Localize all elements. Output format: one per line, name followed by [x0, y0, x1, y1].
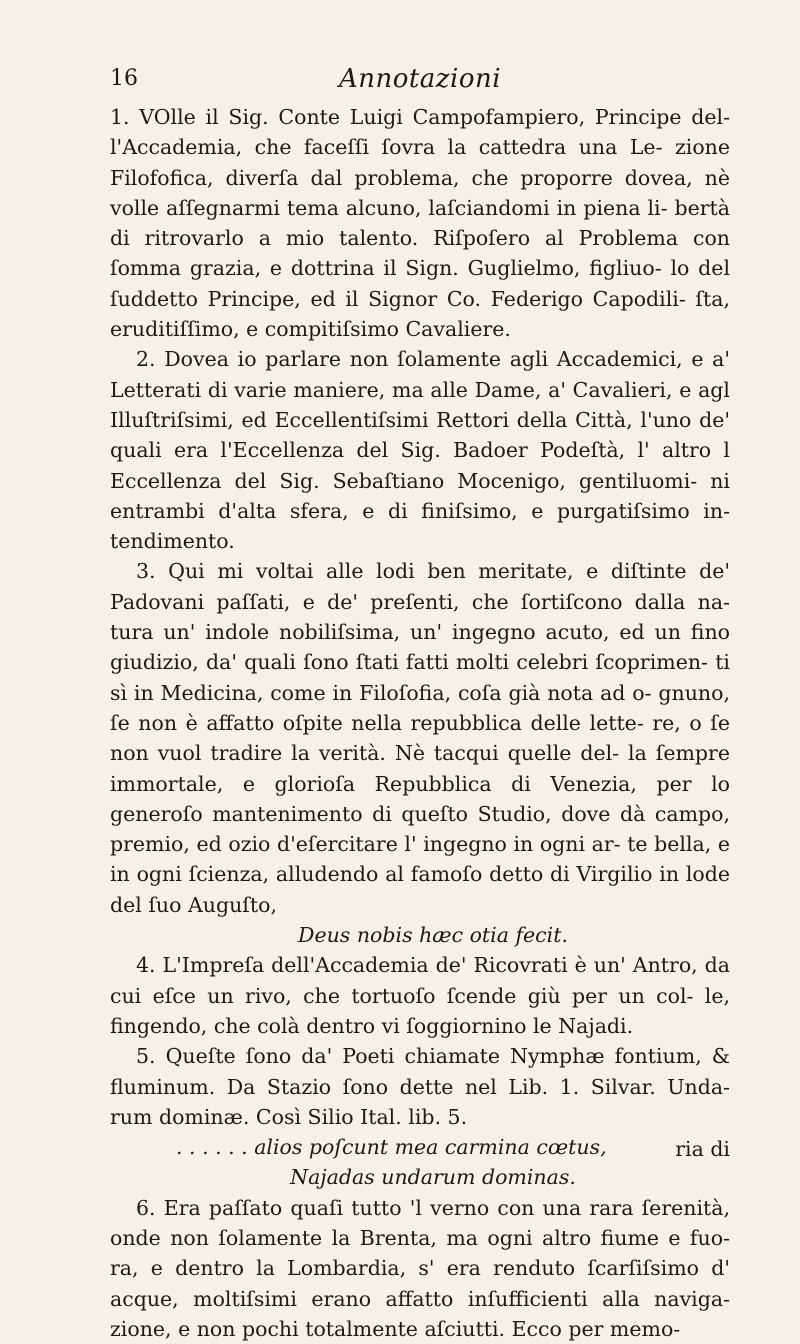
catchword: ria di	[675, 1137, 730, 1161]
annotation-1: 1. VOlle il Sig. Conte Luigi Campofampiero, Principe del- l'Accademia, che faceſſi ſovra la cattedra una Le- zione Filofofica, diverſa dal problema, che proporre dovea, nè volle aſſegnarmi tema alcuno, laſciandomi in piena li- bertà di ritrovarlo a mio talento. Riſpoſero al Problema con ſomma grazia, e dottrina il Sign. Guglielmo, figliuo- lo del ſuddetto Principe, ed il Signor Co. Federigo Capodili- ſta, eruditiſſimo, e compitiſsimo Cavaliere.	[110, 105, 730, 342]
annotation-6: 6. Era paſſato quaſi tutto 'l verno con una rara ſerenità, onde non ſolamente la Brenta, ma ogni altro fiume e fuo- ra, e dentro la Lombardia, s' era renduto ſcarſiſsimo d' acque, moltiſsimi erano affatto inſufficienti alla naviga- zione, e non pochi totalmente aſciutti. Ecco per memo-	[110, 1195, 730, 1341]
annotation-2: 2. Dovea io parlare non ſolamente agli Accademici, e a' Letterati di varie maniere, ma alle Dame, a' Cavalieri, e agl Illuſtriſsimi, ed Eccellentiſsimi Rettori della Città, l'uno de' quali era l'Eccellenza del Sig. Badoer Podeſtà, l' altro l Eccellenza del Sig. Sebaſtiano Mocenigo, gentiluomi- ni entrambi d'alta sfera, e di finiſsimo, e purgatiſsimo in- tendimento.	[110, 347, 730, 554]
quotation-virgil: Deus nobis hæc otia fecit.	[298, 923, 568, 948]
quotation-silius-2: Najadas undarum dominas.	[290, 1165, 576, 1190]
running-title: Annotazioni	[338, 64, 502, 94]
annotations-text	[110, 102, 730, 1344]
page-number: 16	[110, 66, 138, 91]
annotation-4: 4. L'Impreſa dell'Accademia de' Ricovrati è un' Antro, da cui eſce un rivo, che tortuoſo ſcende giù per un col- le, fingendo, che colà dentro vi ſoggiornino le Najadi.	[110, 953, 730, 1038]
annotation-3: 3. Qui mi voltai alle lodi ben meritate, e diſtinte de' Padovani paſſati, e de' preſenti, che ſortiſcono dalla na- tura un' indole nobiliſsima, un' ingegno acuto, ed un fino giudizio, da' quali ſono ſtati fatti molti celebri ſcoprimen- ti sì in Medicina, come in Filoſofia, coſa già nota ad o- gnuno, ſe non è affatto oſpite nella repubblica delle lette- re, o ſe non vuol tradire la verità. Nè tacqui quelle del- la ſempre immortale, e glorioſa Repubblica di Venezia, per lo generoſo mantenimento di queſto Studio, dove dà campo, premio, ed ozio d'eſercitare l' ingegno in ogni ar- te bella, e in ogni ſcienza, alludendo al famoſo detto di Virgilio in lode del ſuo Auguſto,	[110, 559, 730, 917]
page-header	[110, 58, 730, 98]
quotation-silius-1: . . . . . . alios poſcunt mea carmina cœtus,	[176, 1135, 607, 1160]
annotation-5: 5. Queſte ſono da' Poeti chiamate Nymphæ fontium, & fluminum. Da Stazio ſono dette nel Lib. 1. Silvar. Unda- rum dominæ. Così Silio Ital. lib. 5.	[110, 1044, 730, 1129]
